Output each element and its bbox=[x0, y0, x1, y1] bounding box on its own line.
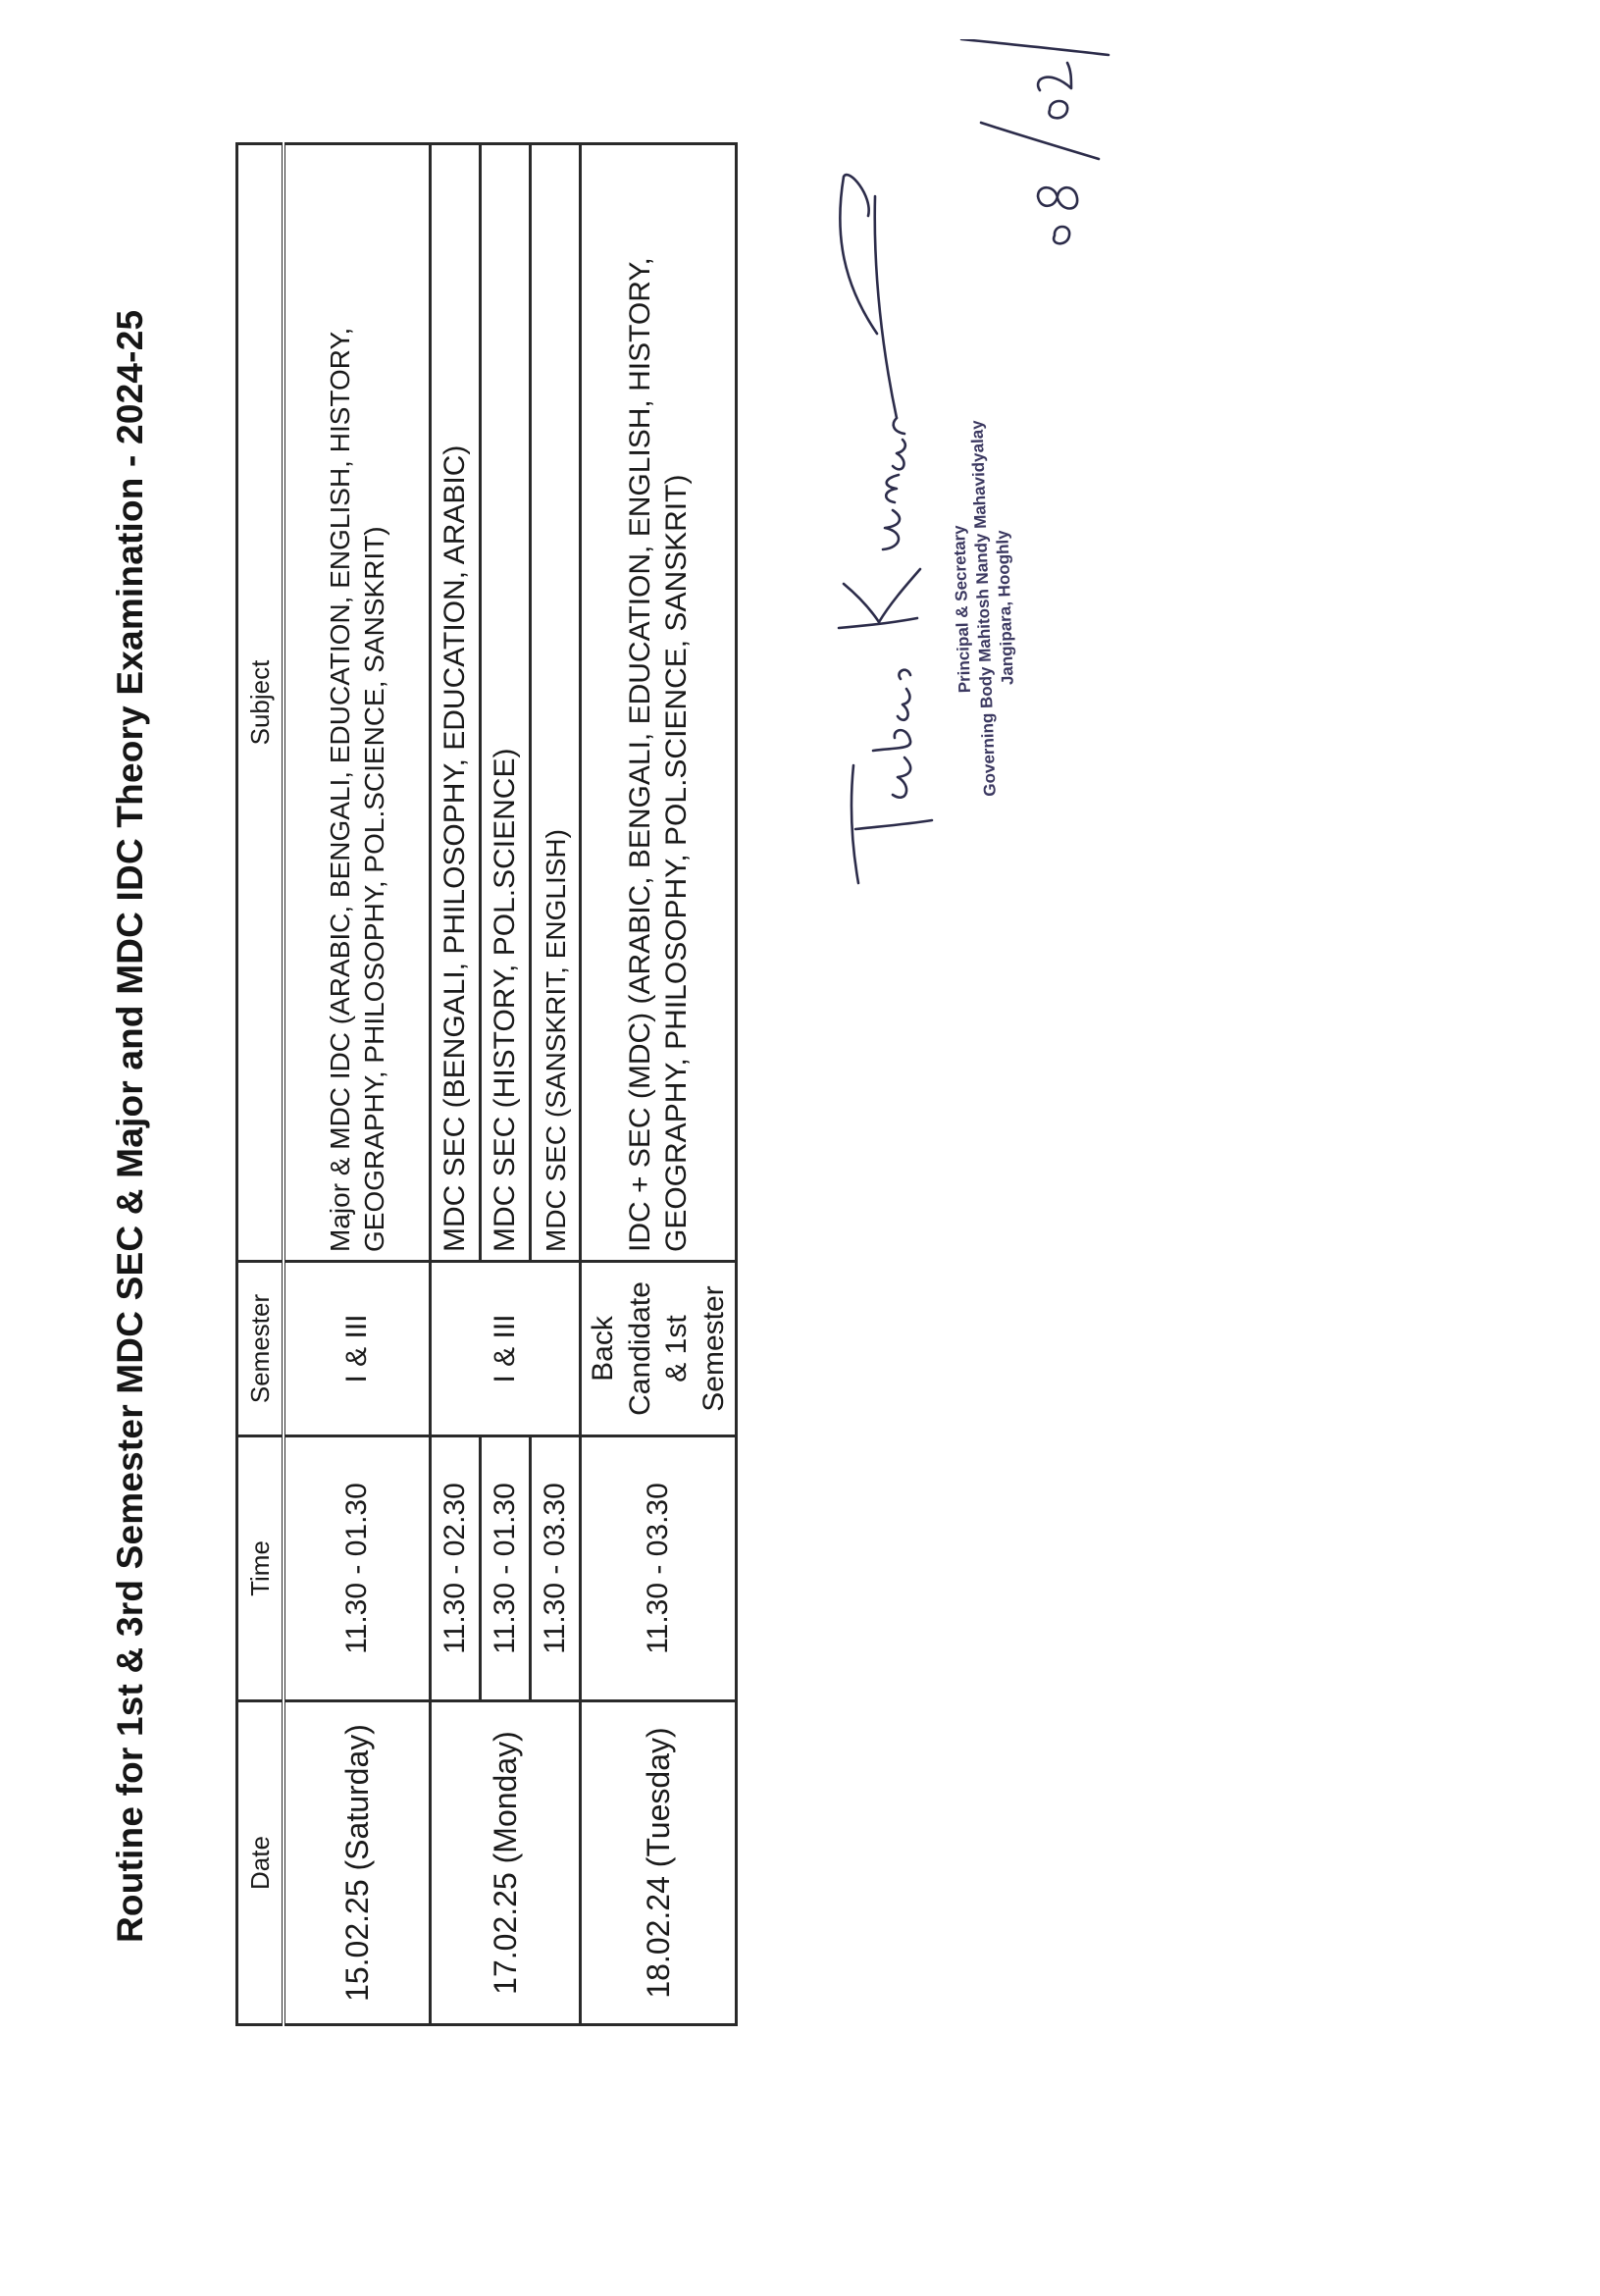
principal-signature-block bbox=[814, 39, 1138, 922]
header-date: Date bbox=[237, 1701, 284, 2025]
cell-time: 11.30 - 01.30 bbox=[481, 1436, 531, 1701]
table-row bbox=[431, 144, 481, 2025]
cell-semester: I & III bbox=[284, 1262, 431, 1436]
header-subject: Subject bbox=[237, 144, 284, 1262]
stamp-line: Principal & Secretary bbox=[950, 524, 974, 694]
stamp-line: Governing Body Mahitosh Nandy Mahavidyalay bbox=[967, 420, 1000, 797]
cell-date: 18.02.24 (Tuesday) bbox=[581, 1701, 737, 2025]
cell-date: 15.02.25 (Saturday) bbox=[284, 1701, 431, 2025]
cell-semester: Back Candidate & 1st Semester bbox=[581, 1262, 737, 1436]
cell-subject: MDC SEC (SANSKRIT, ENGLISH) bbox=[531, 144, 581, 1262]
cell-subject: Major & MDC IDC (ARABIC, BENGALI, EDUCATION, ENGLISH, HISTORY, GEOGRAPHY, PHILOSOPHY, POL.SCIENCE, SANSKRIT) bbox=[284, 144, 431, 1262]
table-header-row bbox=[237, 144, 284, 2025]
page-title: Routine for 1st & 3rd Semester MDC SEC & Major and MDC IDC Theory Examination - 2024-25 bbox=[110, 309, 150, 1943]
cell-subject: MDC SEC (HISTORY, POL.SCIENCE) bbox=[481, 144, 531, 1262]
header-semester: Semester bbox=[237, 1262, 284, 1436]
stamp-line: Jangipara, Hooghly bbox=[993, 530, 1017, 686]
cell-time: 11.30 - 01.30 bbox=[284, 1436, 431, 1701]
cell-semester: I & III bbox=[431, 1262, 581, 1436]
cell-time: 11.30 - 03.30 bbox=[531, 1436, 581, 1701]
cell-time: 11.30 - 02.30 bbox=[431, 1436, 481, 1701]
routine-table bbox=[235, 142, 738, 2026]
cell-subject: IDC + SEC (MDC) (ARABIC, BENGALI, EDUCATION, ENGLISH, HISTORY, GEOGRAPHY, PHILOSOPHY, POL.SCIENCE, SANSKRIT) bbox=[581, 144, 737, 1262]
cell-time: 11.30 - 03.30 bbox=[581, 1436, 737, 1701]
cell-date: 17.02.25 (Monday) bbox=[431, 1701, 581, 2025]
table-row bbox=[581, 144, 737, 2025]
table-row bbox=[284, 144, 431, 2025]
cell-subject: MDC SEC (BENGALI, PHILOSOPHY, EDUCATION, ARABIC) bbox=[431, 144, 481, 1262]
header-time: Time bbox=[237, 1436, 284, 1701]
